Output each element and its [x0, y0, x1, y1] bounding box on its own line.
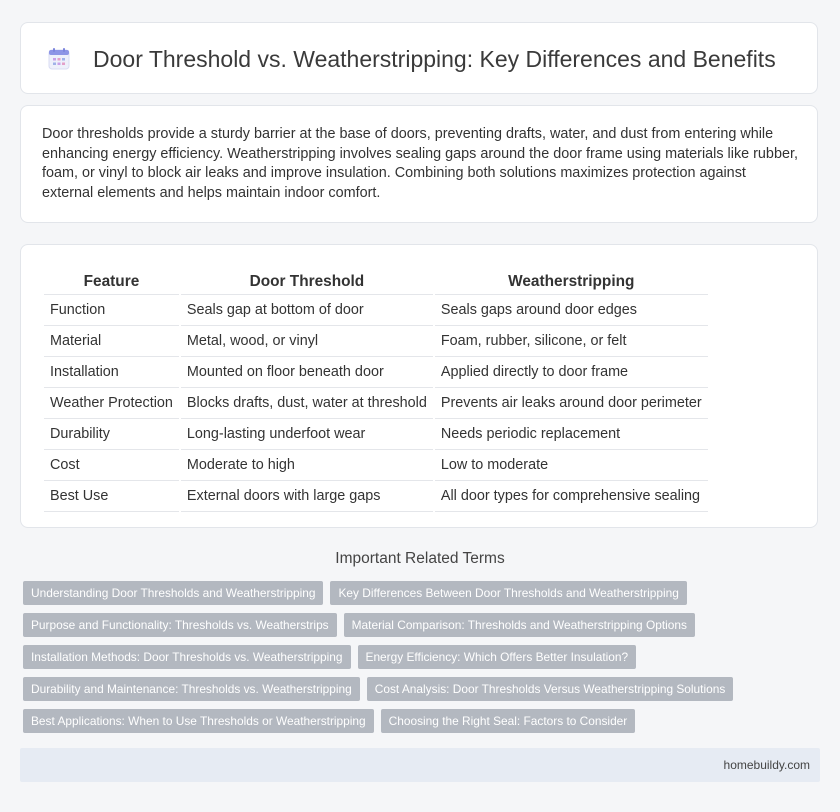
table-row [44, 481, 708, 512]
intro-paragraph: Door thresholds provide a sturdy barrier at the base of doors, preventing drafts, water, and dust from entering while enhancing energy efficiency. Weatherstripping involves sealing gaps around the door frame using materials like rubber, foam, or vinyl to block air leaks and improve insulation. Combining both solutions maximizes protection against external elements and helps maintain indoor comfort. [42, 126, 798, 201]
table-cell: Long-lasting underfoot wear [181, 419, 433, 450]
table-row [44, 388, 708, 419]
table-cell: Applied directly to door frame [435, 357, 708, 388]
table-cell: Metal, wood, or vinyl [181, 326, 433, 357]
table-cell: Weather Protection [44, 388, 179, 419]
table-cell: Seals gaps around door edges [435, 295, 708, 326]
table-row [44, 419, 708, 450]
column-header-door-threshold: Door Threshold [181, 265, 433, 295]
page-title: Door Threshold vs. Weatherstripping: Key Differences and Benefits [93, 46, 776, 72]
related-terms-tags [23, 581, 823, 741]
table-cell: Mounted on floor beneath door [181, 357, 433, 388]
related-term-tag[interactable]: Installation Methods: Door Thresholds vs. Weatherstripping [23, 645, 351, 669]
comparison-table [42, 265, 710, 512]
table-row [44, 326, 708, 357]
intro-card [20, 105, 818, 223]
related-term-tag[interactable]: Best Applications: When to Use Thresholds or Weatherstripping [23, 709, 374, 733]
table-header-row [44, 265, 708, 295]
table-row [44, 357, 708, 388]
related-term-tag[interactable]: Choosing the Right Seal: Factors to Consider [381, 709, 636, 733]
related-term-tag[interactable]: Cost Analysis: Door Thresholds Versus Weatherstripping Solutions [367, 677, 734, 701]
table-cell: Prevents air leaks around door perimeter [435, 388, 708, 419]
column-header-feature: Feature [44, 265, 179, 295]
table-cell: All door types for comprehensive sealing [435, 481, 708, 512]
related-term-tag[interactable]: Purpose and Functionality: Thresholds vs. Weatherstrips [23, 613, 337, 637]
related-term-tag[interactable]: Understanding Door Thresholds and Weatherstripping [23, 581, 323, 605]
table-cell: External doors with large gaps [181, 481, 433, 512]
table-row [44, 295, 708, 326]
table-cell: Foam, rubber, silicone, or felt [435, 326, 708, 357]
related-term-tag[interactable]: Key Differences Between Door Thresholds and Weatherstripping [330, 581, 686, 605]
title-card [20, 22, 818, 94]
related-term-tag[interactable]: Durability and Maintenance: Thresholds vs. Weatherstripping [23, 677, 360, 701]
table-cell: Best Use [44, 481, 179, 512]
table-cell: Blocks drafts, dust, water at threshold [181, 388, 433, 419]
table-cell: Installation [44, 357, 179, 388]
table-cell: Moderate to high [181, 450, 433, 481]
table-cell: Function [44, 295, 179, 326]
table-cell: Material [44, 326, 179, 357]
table-cell: Needs periodic replacement [435, 419, 708, 450]
table-cell: Seals gap at bottom of door [181, 295, 433, 326]
column-header-weatherstripping: Weatherstripping [435, 265, 708, 295]
table-cell: Durability [44, 419, 179, 450]
footer-site-link[interactable]: homebuildy.com [723, 758, 810, 772]
calendar-icon [47, 47, 71, 71]
table-cell: Cost [44, 450, 179, 481]
related-term-tag[interactable]: Material Comparison: Thresholds and Weatherstripping Options [344, 613, 695, 637]
related-term-tag[interactable]: Energy Efficiency: Which Offers Better Insulation? [358, 645, 637, 669]
comparison-card [20, 244, 818, 528]
footer [20, 748, 820, 782]
table-cell: Low to moderate [435, 450, 708, 481]
table-row [44, 450, 708, 481]
related-terms-heading: Important Related Terms [335, 550, 505, 567]
